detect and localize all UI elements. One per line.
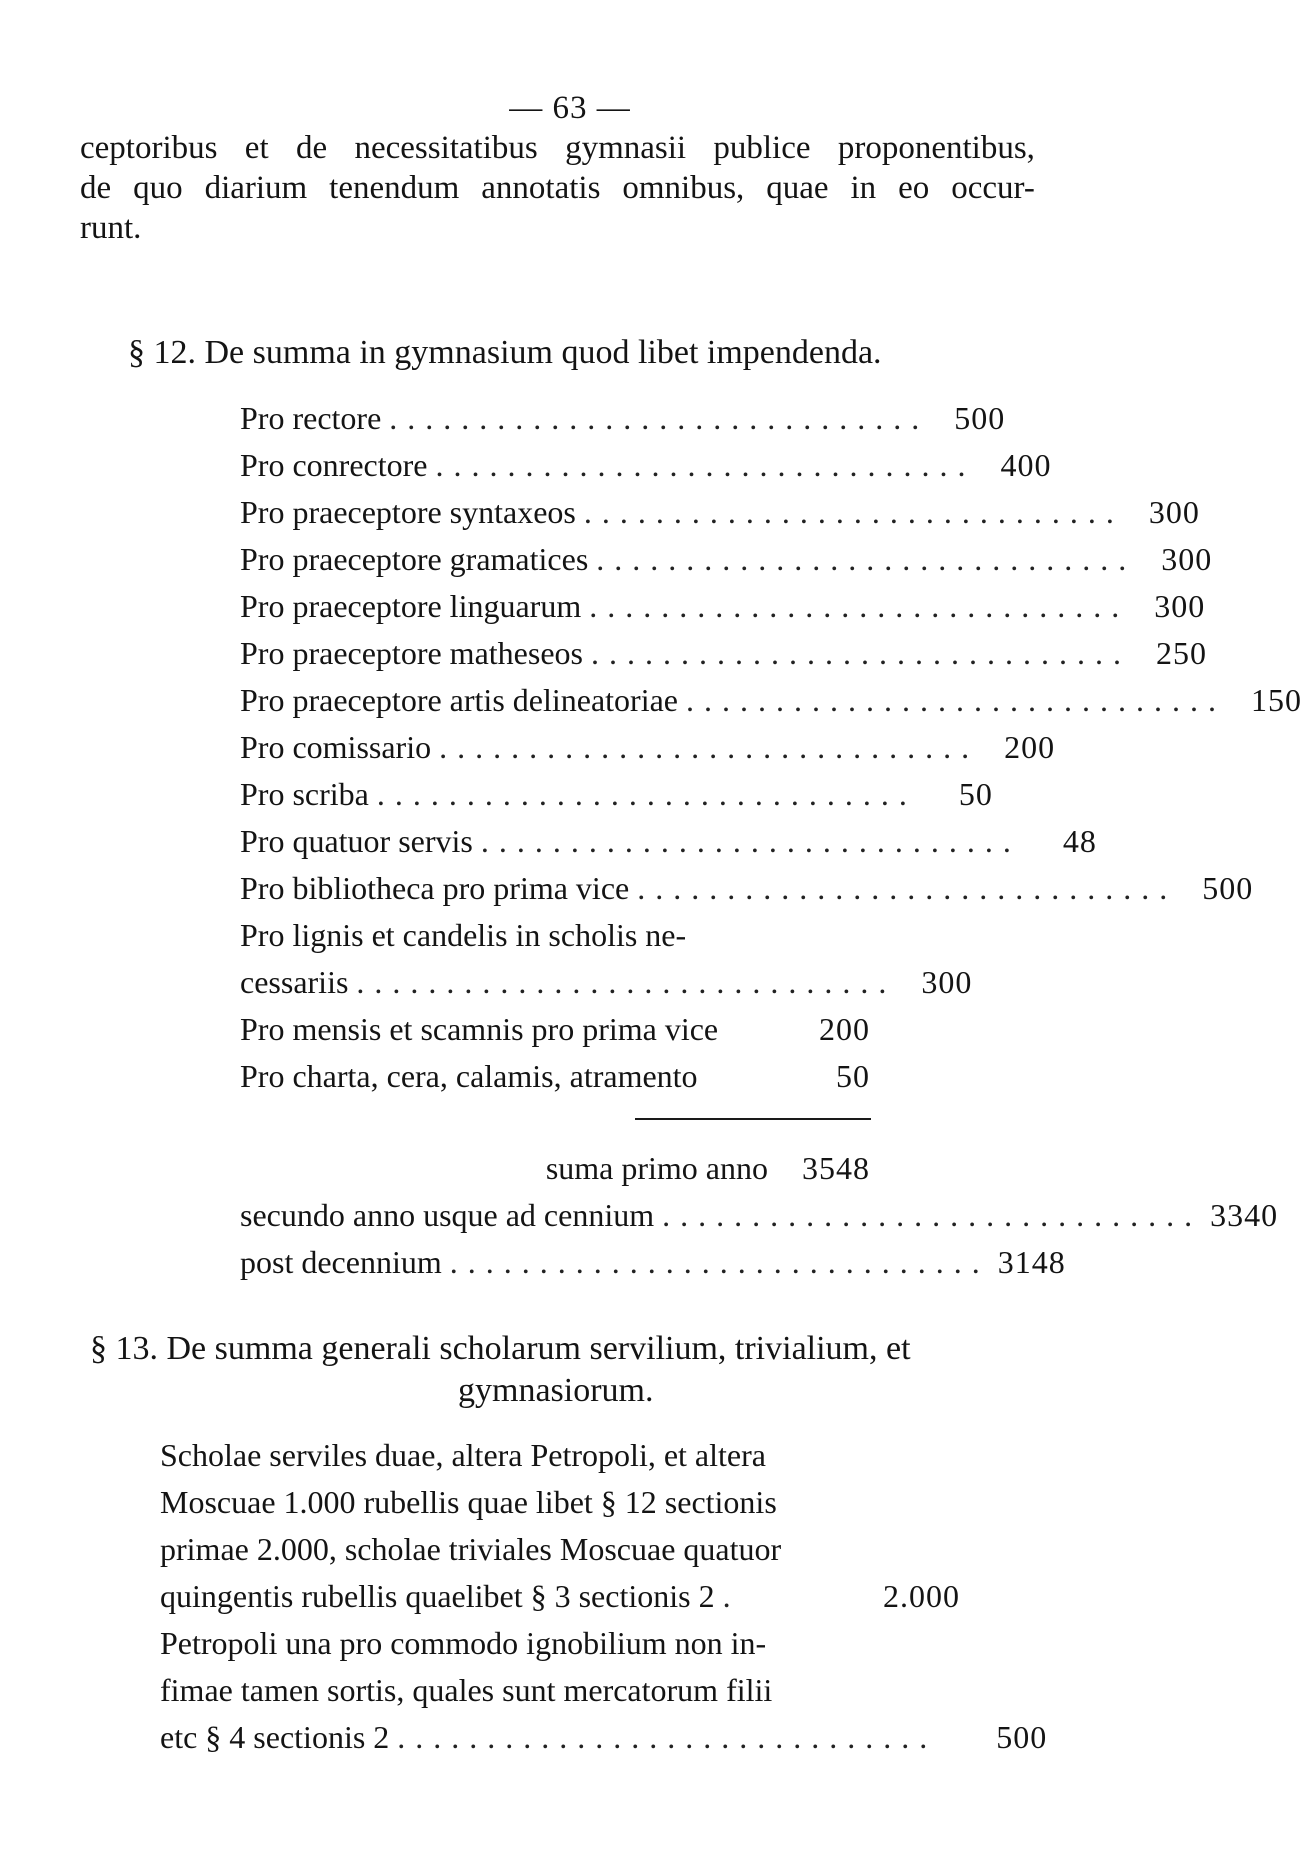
total-amount: 3340 [1210, 1197, 1279, 1233]
row-amount: 300 [921, 964, 973, 1000]
word: in [850, 170, 877, 206]
word: proponentibus, [837, 130, 1035, 166]
row-label: Pro praeceptore artis delineatoriae [240, 682, 678, 718]
line-amount: 500 [996, 1719, 1048, 1755]
word: et [244, 130, 269, 166]
leader-dots: . [722, 1578, 741, 1614]
line-text: quingentis rubellis quaelibet § 3 sectionis 2 [160, 1578, 715, 1614]
word: omnibus, [622, 170, 745, 206]
word: eo [898, 170, 930, 206]
row-label: Pro lignis et candelis in scholis ne- [240, 917, 687, 953]
leader-dots: .............................. [449, 1244, 990, 1280]
leader-dots: .............................. [686, 682, 1226, 718]
intro-line-1 [80, 130, 1035, 167]
line-text: fimae tamen sortis, quales sunt mercatorum filii [160, 1672, 773, 1708]
expense-row [240, 494, 1200, 534]
total-label: suma primo anno [545, 1150, 768, 1186]
leader-dots: .............................. [356, 964, 897, 1000]
row-label: Pro comissario [240, 729, 432, 765]
row-amount: 50 [958, 776, 993, 812]
section-13-heading: § 13. De summa generali scholarum servilium, trivialium, et [90, 1330, 911, 1367]
leader-dots: .............................. [397, 1719, 938, 1755]
row-label: Pro mensis et scamnis pro prima vice [240, 1011, 719, 1047]
total-row [240, 1197, 1279, 1237]
row-label: Pro scriba [240, 776, 369, 812]
row-label: Pro quatuor servis [240, 823, 473, 859]
para-line [160, 1719, 1048, 1759]
total-label: post decennium [240, 1244, 442, 1280]
expense-row [240, 541, 1213, 581]
leader-dots: .............................. [480, 823, 1021, 859]
expense-row [240, 917, 870, 957]
expense-row [240, 635, 1207, 675]
word: runt. [80, 210, 142, 246]
leader-dots: .............................. [596, 541, 1137, 577]
row-amount: 500 [954, 400, 1006, 436]
word: occur- [951, 170, 1035, 206]
word: necessitatibus [354, 130, 538, 166]
total-row [240, 1244, 1066, 1284]
total-label: secundo anno usque ad cennium [240, 1197, 655, 1233]
total-row [240, 1150, 870, 1190]
word: publice [713, 130, 811, 166]
leader-dots: .............................. [662, 1197, 1203, 1233]
row-amount: 150 [1251, 682, 1302, 718]
page-number: — 63 — [509, 90, 631, 126]
expense-row [240, 823, 1097, 863]
leader-dots: .............................. [589, 588, 1130, 624]
total-amount: 3548 [802, 1150, 870, 1186]
sum-rule [635, 1118, 871, 1120]
leader-dots: .............................. [376, 776, 917, 812]
para-line [160, 1437, 960, 1477]
row-amount: 250 [1155, 635, 1207, 671]
para-line [160, 1484, 960, 1524]
row-amount: 200 [1004, 729, 1056, 765]
row-amount: 48 [1062, 823, 1097, 859]
expense-row [240, 964, 973, 1004]
line-text: Moscuae 1.000 rubellis quae libet § 12 sectionis [160, 1484, 777, 1520]
row-label: Pro praeceptore syntaxeos [240, 494, 576, 530]
word: ceptoribus [80, 130, 218, 166]
row-label: cessariis [240, 964, 349, 1000]
leader-dots: .............................. [439, 729, 980, 765]
word: annotatis [481, 170, 601, 206]
row-amount: 300 [1148, 494, 1200, 530]
row-label: Pro praeceptore matheseos [240, 635, 583, 671]
word: de [295, 130, 328, 166]
expense-row [240, 776, 993, 816]
leader-dots: .............................. [583, 494, 1124, 530]
row-label: Pro rectore [240, 400, 382, 436]
expense-row [240, 1058, 870, 1098]
line-amount: 2.000 [883, 1578, 960, 1614]
expense-row [240, 682, 1302, 722]
para-line [160, 1672, 960, 1712]
section-13-heading-cont: gymnasiorum. [458, 1372, 654, 1409]
word: tenendum [329, 170, 460, 206]
row-label: Pro praeceptore gramatices [240, 541, 589, 577]
row-amount: 500 [1202, 870, 1254, 906]
word: quae [766, 170, 829, 206]
expense-row [240, 447, 1052, 487]
leader-dots: .............................. [637, 870, 1178, 906]
line-text: primae 2.000, scholae triviales Moscuae quatuor [160, 1531, 782, 1567]
total-amount: 3148 [997, 1244, 1066, 1280]
row-label: Pro charta, cera, calamis, atramento [240, 1058, 698, 1094]
intro-line-3 [80, 210, 141, 247]
leader-dots: .............................. [590, 635, 1131, 671]
para-line [160, 1625, 960, 1665]
leader-dots: .............................. [389, 400, 930, 436]
expense-row [240, 1011, 870, 1051]
row-label: Pro conrectore [240, 447, 428, 483]
row-amount: 400 [1000, 447, 1052, 483]
word: quo [133, 170, 183, 206]
leader-dots: .............................. [435, 447, 976, 483]
line-text: Scholae serviles duae, altera Petropoli, et altera [160, 1437, 766, 1473]
row-amount: 300 [1161, 541, 1213, 577]
row-label: Pro bibliotheca pro prima vice [240, 870, 630, 906]
line-text: etc § 4 sectionis 2 [160, 1719, 390, 1755]
word: gymnasii [565, 130, 687, 166]
row-amount: 200 [819, 1011, 870, 1047]
expense-row [240, 400, 1006, 440]
row-amount: 300 [1154, 588, 1206, 624]
para-line [160, 1578, 960, 1618]
row-label: Pro praeceptore linguarum [240, 588, 582, 624]
expense-row [240, 729, 1056, 769]
expense-row [240, 588, 1206, 628]
row-amount: 50 [836, 1058, 870, 1094]
intro-line-2 [80, 170, 1035, 207]
section-12-heading: § 12. De summa in gymnasium quod libet impendenda. [128, 334, 882, 371]
expense-row [240, 870, 1254, 910]
word: diarium [204, 170, 308, 206]
line-text: Petropoli una pro commodo ignobilium non in- [160, 1625, 767, 1661]
para-line [160, 1531, 960, 1571]
word: de [80, 170, 112, 206]
